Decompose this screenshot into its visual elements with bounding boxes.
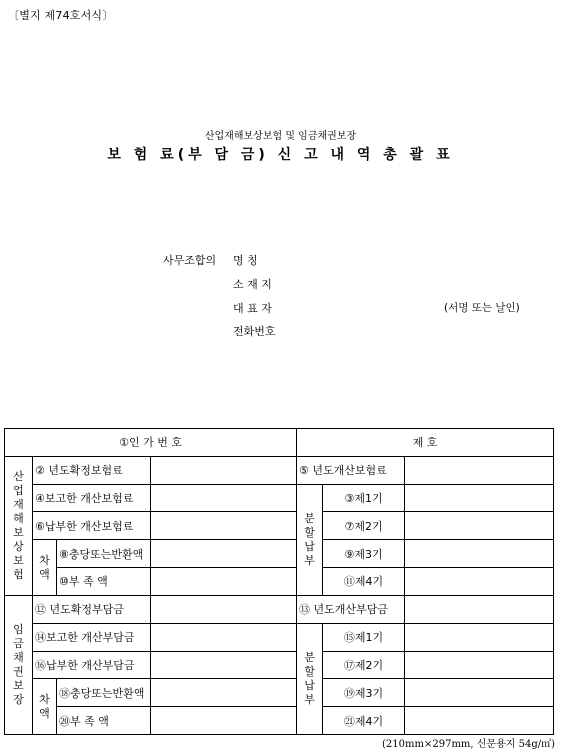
installment-4-value[interactable] bbox=[405, 707, 554, 735]
installment-1-value[interactable] bbox=[405, 623, 554, 651]
excess-value[interactable] bbox=[151, 540, 297, 568]
table-row bbox=[5, 456, 554, 484]
table-row bbox=[5, 707, 554, 735]
installment-2-label: ⑦제2기 bbox=[323, 512, 405, 540]
summary-table bbox=[4, 428, 554, 735]
table-row bbox=[5, 651, 554, 679]
office-label: 사무조합의 bbox=[163, 254, 217, 267]
installment-4-value[interactable] bbox=[405, 568, 554, 596]
address-label: 소 재 지 bbox=[233, 278, 272, 291]
shortage-value[interactable] bbox=[151, 707, 297, 735]
reported-charge-value[interactable] bbox=[151, 623, 297, 651]
confirmed-premium-value[interactable] bbox=[151, 456, 297, 484]
installment-2-value[interactable] bbox=[405, 651, 554, 679]
paper-size-note: (210mm×297mm, 신문용지 54g/㎡) bbox=[382, 739, 555, 750]
signature-note: (서명 또는 날인) bbox=[444, 302, 520, 314]
remarks-header: 제 호 bbox=[297, 429, 554, 457]
document-title: 보 험 료(부 담 금) 신 고 내 역 총 괄 표 bbox=[107, 147, 454, 163]
excess-value[interactable] bbox=[151, 679, 297, 707]
installment-label: 분할납부 bbox=[297, 623, 323, 734]
section-label-wage: 임금채권보장 bbox=[5, 595, 33, 734]
name-label: 명 칭 bbox=[233, 254, 258, 267]
table-row bbox=[5, 512, 554, 540]
estimated-premium-label: ⑤ 년도개산보험료 bbox=[297, 456, 405, 484]
installment-3-label: ⑲제3기 bbox=[323, 679, 405, 707]
installment-1-label: ③제1기 bbox=[323, 484, 405, 512]
difference-label: 차액 bbox=[33, 679, 57, 735]
installment-4-label: ㉑제4기 bbox=[323, 707, 405, 735]
document-subtitle: 산업재해보상보험 및 임금채권보장 bbox=[204, 131, 357, 142]
paid-charge-label: ⑯납부한 개산부담금 bbox=[33, 651, 151, 679]
table-row bbox=[5, 484, 554, 512]
paid-premium-value[interactable] bbox=[151, 512, 297, 540]
installment-2-label: ⑰제2기 bbox=[323, 651, 405, 679]
shortage-label: ⑩부 족 액 bbox=[57, 568, 151, 596]
section-label-industrial: 산업재해보상보험 bbox=[5, 456, 33, 595]
installment-1-label: ⑮제1기 bbox=[323, 623, 405, 651]
shortage-label: ⑳부 족 액 bbox=[57, 707, 151, 735]
representative-label: 대 표 자 bbox=[233, 302, 272, 315]
table-row bbox=[5, 623, 554, 651]
approval-number-header: ①인 가 번 호 bbox=[5, 429, 297, 457]
excess-label: ⑧충당또는반환액 bbox=[57, 540, 151, 568]
difference-label: 차액 bbox=[33, 540, 57, 596]
phone-label: 전화번호 bbox=[233, 325, 276, 338]
installment-3-label: ⑨제3기 bbox=[323, 540, 405, 568]
reported-charge-label: ⑭보고한 개산부담금 bbox=[33, 623, 151, 651]
confirmed-charge-label: ⑫ 년도확정부담금 bbox=[33, 595, 151, 623]
estimated-premium-value[interactable] bbox=[405, 456, 554, 484]
installment-4-label: ⑪제4기 bbox=[323, 568, 405, 596]
approval-row bbox=[5, 429, 554, 457]
paid-premium-label: ⑥납부한 개산보험료 bbox=[33, 512, 151, 540]
excess-label: ⑱충당또는반환액 bbox=[57, 679, 151, 707]
paid-charge-value[interactable] bbox=[151, 651, 297, 679]
reported-premium-label: ④보고한 개산보험료 bbox=[33, 484, 151, 512]
confirmed-premium-label: ② 년도확정보험료 bbox=[33, 456, 151, 484]
table-row bbox=[5, 540, 554, 568]
installment-2-value[interactable] bbox=[405, 512, 554, 540]
table-row bbox=[5, 568, 554, 596]
table-row bbox=[5, 595, 554, 623]
installment-3-value[interactable] bbox=[405, 679, 554, 707]
installment-1-value[interactable] bbox=[405, 484, 554, 512]
form-number: 〔별지 제74호서식〕 bbox=[8, 9, 114, 22]
table-row bbox=[5, 679, 554, 707]
installment-3-value[interactable] bbox=[405, 540, 554, 568]
shortage-value[interactable] bbox=[151, 568, 297, 596]
estimated-charge-label: ⑬ 년도개산부담금 bbox=[297, 595, 405, 623]
installment-label: 분할납부 bbox=[297, 484, 323, 595]
reported-premium-value[interactable] bbox=[151, 484, 297, 512]
confirmed-charge-value[interactable] bbox=[151, 595, 297, 623]
estimated-charge-value[interactable] bbox=[405, 595, 554, 623]
